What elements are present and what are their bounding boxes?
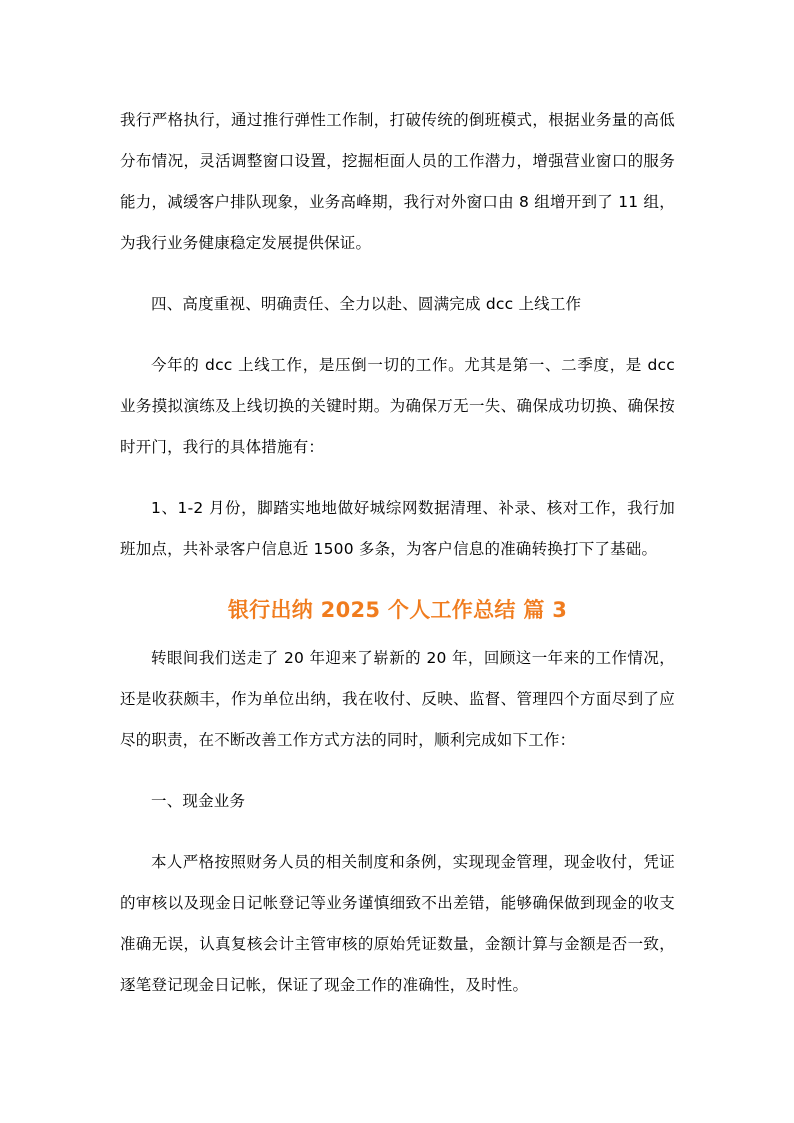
paragraph-dcc-work: 今年的 dcc 上线工作，是压倒一切的工作。尤其是第一、二季度，是 dcc 业务摸拟演练及上线切换的关键时期。为确保万无一失、确保成功切换、确保按时开门，我行的具体措施有： — [120, 356, 675, 456]
heading-cash-business: 一、现金业务 — [151, 792, 246, 810]
paragraph-data-cleanup: 1、1-2 月份，脚踏实地地做好城综网数据清理、补录、核对工作，我行加班加点，共补录客户信息近 1500 多条，为客户信息的准确转换打下了基础。 — [120, 499, 675, 558]
paragraph-continued-window-settings: 我行严格执行，通过推行弹性工作制，打破传统的倒班模式，根据业务量的高低分布情况，灵活调整窗口设置，挖掘柜面人员的工作潜力，增强营业窗口的服务能力，减缓客户排队现象，业务高峰期，我行对外窗口由 8 组增开到了 11 组，为我行业务健康稳定发展提供保证。 — [120, 111, 675, 252]
paragraph-year-review: 转眼间我们送走了 20 年迎来了崭新的 20 年，回顾这一年来的工作情况，还是收获颇丰，作为单位出纳，我在收付、反映、监督、管理四个方面尽到了应尽的职责，在不断改善工作方式方法的同时，顺利完成如下工作： — [120, 649, 675, 749]
heading-dcc-launch: 四、高度重视、明确责任、全力以赴、圆满完成 dcc 上线工作 — [151, 295, 582, 313]
section-title: 银行出纳 2025 个人工作总结 篇 3 — [227, 598, 568, 622]
paragraph-cash-management: 本人严格按照财务人员的相关制度和条例，实现现金管理，现金收付，凭证的审核以及现金日记帐登记等业务谨慎细致不出差错，能够确保做到现金的收支准确无误，认真复核会计主管审核的原始凭证数量，金额计算与金额是否一致，逐笔登记现金日记帐，保证了现金工作的准确性，及时性。 — [120, 853, 675, 994]
document-body — [120, 100, 675, 1006]
